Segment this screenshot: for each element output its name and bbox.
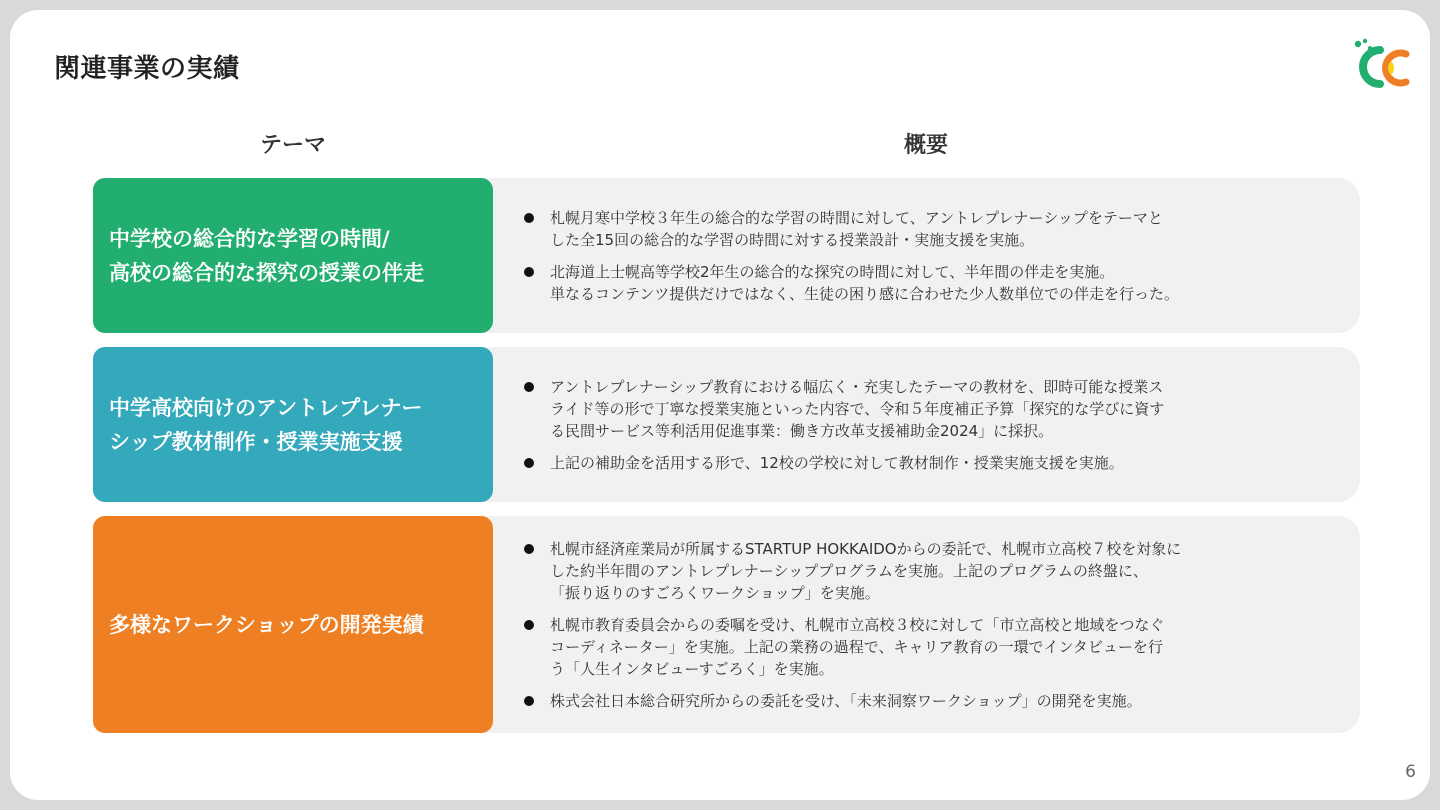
bullet-item: [523, 261, 1320, 305]
bullet-list: [523, 347, 1320, 502]
page-title: 関連事業の実績: [54, 54, 240, 84]
slide: [10, 10, 1430, 800]
bullet-item: [523, 538, 1320, 604]
table-row: [93, 347, 1360, 502]
bullet-text: アントレプレナーシップ教育における幅広く・充実したテーマの教材を、即時可能な授業ス ライド等の形で丁寧な授業実施といった内容で、令和５年度補正予算「探究的な学びに資す る民間サービス等利活用促進事業：働き方改革支援補助金2024」に採択。: [550, 377, 1165, 440]
table-row: [93, 516, 1360, 733]
bullet-dot-icon: [524, 382, 534, 392]
bullet-dot-icon: [524, 620, 534, 630]
theme-cell: 多様なワークショップの開発実績: [93, 516, 493, 733]
bullet-list: [523, 516, 1320, 733]
bullet-list: [523, 178, 1320, 333]
table-row: [93, 178, 1360, 333]
theme-cell: 中学高校向けのアントレプレナー シップ教材制作・授業実施支援: [93, 347, 493, 502]
bullet-dot-icon: [524, 544, 534, 554]
bullet-item: [523, 376, 1320, 442]
bullet-dot-icon: [524, 213, 534, 223]
bullet-item: [523, 452, 1320, 474]
bullet-dot-icon: [524, 696, 534, 706]
bullet-text: 札幌月寒中学校３年生の総合的な学習の時間に対して、アントレプレナーシップをテーマと した全15回の総合的な学習の時間に対する授業設計・実施支援を実施。: [550, 208, 1163, 249]
bullet-text: 札幌市経済産業局が所属するSTARTUP HOKKAIDOからの委託で、札幌市立高校７校を対象に した約半年間のアントレプレナーシッププログラムを実施。上記のプログラムの終盤に、 「振り返りのすごろくワークショップ」を実施。: [550, 539, 1182, 602]
bullet-item: [523, 690, 1320, 712]
bullet-text: 北海道上士幌高等学校2年生の総合的な探究の時間に対して、半年間の伴走を実施。 単なるコンテンツ提供だけではなく、生徒の困り感に合わせた少人数単位での伴走を行った。: [550, 262, 1179, 303]
bullet-dot-icon: [524, 267, 534, 277]
bullet-dot-icon: [524, 458, 534, 468]
bullet-text: 札幌市教育委員会からの委嘱を受け、札幌市立高校３校に対して「市立高校と地域をつなぐ コーディネーター」を実施。上記の業務の過程で、キャリア教育の一環でインタビューを行 う「人生インタビューすごろく」を実施。: [550, 615, 1165, 678]
bullet-item: [523, 614, 1320, 680]
theme-cell: 中学校の総合的な学習の時間/ 高校の総合的な探究の授業の伴走: [93, 178, 493, 333]
column-header-summary: 概要: [903, 133, 948, 158]
bullet-text: 株式会社日本総合研究所からの委託を受け、「未来洞察ワークショップ」の開発を実施。: [550, 691, 1142, 710]
column-header-theme: テーマ: [259, 133, 326, 158]
bullet-item: [523, 207, 1320, 251]
bullet-text: 上記の補助金を活用する形で、12校の学校に対して教材制作・授業実施支援を実施。: [550, 453, 1124, 472]
company-logo-icon: [1350, 36, 1410, 96]
page-number: 6: [1405, 762, 1416, 782]
